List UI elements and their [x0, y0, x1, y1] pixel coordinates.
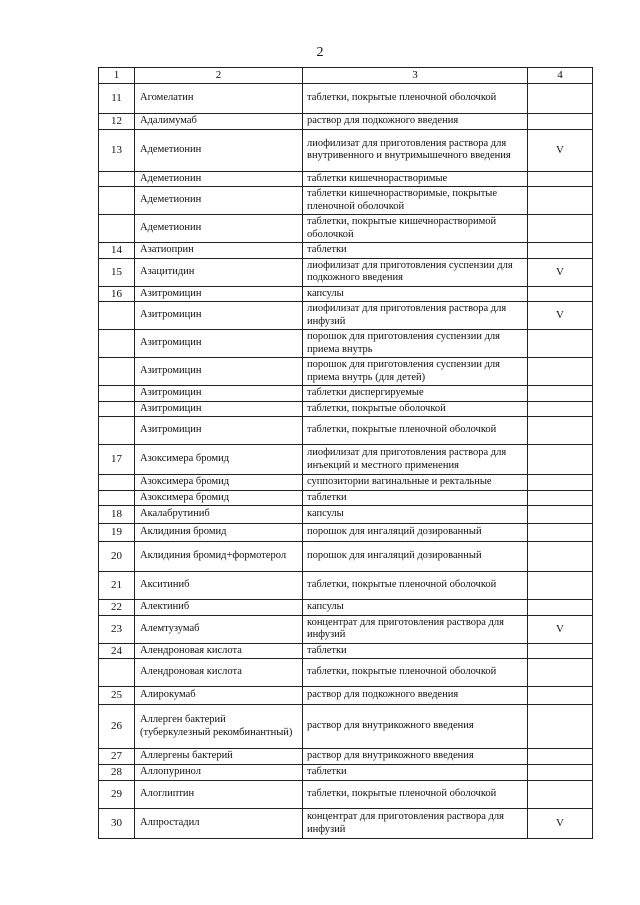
table-row	[99, 302, 593, 330]
drug-name: Алектиниб	[135, 600, 303, 616]
row-number: 20	[99, 542, 135, 572]
vital-mark	[528, 215, 593, 243]
vital-mark	[528, 417, 593, 445]
table-row	[99, 129, 593, 171]
row-number: 14	[99, 243, 135, 259]
header-cell-3: 3	[303, 68, 528, 84]
page-number: 2	[316, 45, 324, 60]
vital-mark	[528, 84, 593, 114]
drug-name: Агомелатин	[135, 84, 303, 114]
vital-mark: V	[528, 302, 593, 330]
dosage-form: таблетки, покрытые пленочной оболочкой	[303, 417, 528, 445]
vital-mark	[528, 358, 593, 386]
table-row	[99, 781, 593, 809]
dosage-form: порошок для приготовления суспензии для приема внутрь (для детей)	[303, 358, 528, 386]
vital-mark: V	[528, 809, 593, 839]
dosage-form: таблетки	[303, 643, 528, 659]
drug-name: Аклидиния бромид+формотерол	[135, 542, 303, 572]
vital-mark: V	[528, 258, 593, 286]
drug-name: Адеметионин	[135, 187, 303, 215]
row-number: 30	[99, 809, 135, 839]
drug-name: Адеметионин	[135, 171, 303, 187]
vital-mark	[528, 171, 593, 187]
row-number: 26	[99, 705, 135, 749]
drug-name: Азитромицин	[135, 358, 303, 386]
table-row	[99, 330, 593, 358]
table-row	[99, 358, 593, 386]
drug-name: Азацитидин	[135, 258, 303, 286]
row-number	[99, 401, 135, 417]
table-row	[99, 506, 593, 524]
drug-name: Адеметионин	[135, 129, 303, 171]
row-number: 19	[99, 524, 135, 542]
vital-mark	[528, 765, 593, 781]
dosage-form: капсулы	[303, 600, 528, 616]
row-number	[99, 330, 135, 358]
row-number: 27	[99, 749, 135, 765]
dosage-form: таблетки	[303, 243, 528, 259]
table-row	[99, 572, 593, 600]
table-row	[99, 401, 593, 417]
row-number	[99, 171, 135, 187]
table-row	[99, 765, 593, 781]
dosage-form: таблетки, покрытые пленочной оболочкой	[303, 781, 528, 809]
dosage-form: лиофилизат для приготовления раствора для внутривенного и внутримышечного введения	[303, 129, 528, 171]
dosage-form: раствор для внутрикожного введения	[303, 749, 528, 765]
table-header-row	[99, 68, 593, 84]
drug-name: Акситиниб	[135, 572, 303, 600]
table-row	[99, 705, 593, 749]
dosage-form: таблетки кишечнорастворимые, покрытые пленочной оболочкой	[303, 187, 528, 215]
drug-name: Аллопуринол	[135, 765, 303, 781]
table-row	[99, 417, 593, 445]
dosage-form: таблетки кишечнорастворимые	[303, 171, 528, 187]
drug-name: Акалабрутиниб	[135, 506, 303, 524]
drug-name: Адеметионин	[135, 215, 303, 243]
table-row	[99, 600, 593, 616]
drug-name: Азатиоприн	[135, 243, 303, 259]
header-cell-1: 1	[99, 68, 135, 84]
row-number: 18	[99, 506, 135, 524]
table-row	[99, 258, 593, 286]
table-row	[99, 490, 593, 506]
dosage-form: суппозитории вагинальные и ректальные	[303, 475, 528, 491]
table-row	[99, 215, 593, 243]
table-row	[99, 243, 593, 259]
row-number	[99, 302, 135, 330]
vital-mark	[528, 506, 593, 524]
row-number: 25	[99, 687, 135, 705]
row-number: 22	[99, 600, 135, 616]
dosage-form: порошок для приготовления суспензии для приема внутрь	[303, 330, 528, 358]
table-row	[99, 542, 593, 572]
dosage-form: таблетки	[303, 490, 528, 506]
dosage-form: лиофилизат для приготовления раствора для инъекций и местного применения	[303, 445, 528, 475]
drug-name: Аклидиния бромид	[135, 524, 303, 542]
vital-mark	[528, 781, 593, 809]
dosage-form: таблетки, покрытые оболочкой	[303, 401, 528, 417]
vital-mark	[528, 445, 593, 475]
row-number: 28	[99, 765, 135, 781]
table-row	[99, 643, 593, 659]
row-number: 13	[99, 129, 135, 171]
dosage-form: лиофилизат для приготовления суспензии для подкожного введения	[303, 258, 528, 286]
dosage-form: порошок для ингаляций дозированный	[303, 524, 528, 542]
row-number: 11	[99, 84, 135, 114]
dosage-form: лиофилизат для приготовления раствора для инфузий	[303, 302, 528, 330]
drug-name: Аллерген бактерий (туберкулезный рекомбинантный)	[135, 705, 303, 749]
drug-name: Азитромицин	[135, 330, 303, 358]
drug-name: Адалимумаб	[135, 114, 303, 130]
vital-mark	[528, 286, 593, 302]
drug-name: Аллергены бактерий	[135, 749, 303, 765]
row-number: 29	[99, 781, 135, 809]
drug-name: Азитромицин	[135, 386, 303, 402]
vital-mark	[528, 243, 593, 259]
dosage-form: раствор для подкожного введения	[303, 114, 528, 130]
table-row	[99, 615, 593, 643]
row-number	[99, 417, 135, 445]
vital-mark	[528, 187, 593, 215]
table-row	[99, 809, 593, 839]
table-row	[99, 687, 593, 705]
table-row	[99, 187, 593, 215]
vital-mark	[528, 600, 593, 616]
drug-name: Алпростадил	[135, 809, 303, 839]
dosage-form: таблетки, покрытые кишечнорастворимой оболочкой	[303, 215, 528, 243]
table-row	[99, 114, 593, 130]
drug-name: Азоксимера бромид	[135, 490, 303, 506]
table-row	[99, 475, 593, 491]
table-row	[99, 171, 593, 187]
header-cell-2: 2	[135, 68, 303, 84]
table-row	[99, 445, 593, 475]
vital-mark	[528, 524, 593, 542]
vital-mark	[528, 572, 593, 600]
vital-mark	[528, 330, 593, 358]
drug-name: Алендроновая кислота	[135, 659, 303, 687]
dosage-form: раствор для подкожного введения	[303, 687, 528, 705]
table-row	[99, 659, 593, 687]
drug-name: Азоксимера бромид	[135, 475, 303, 491]
header-cell-4: 4	[528, 68, 593, 84]
row-number	[99, 475, 135, 491]
row-number: 16	[99, 286, 135, 302]
vital-mark	[528, 705, 593, 749]
drug-list-table	[98, 67, 593, 839]
table-row	[99, 286, 593, 302]
drug-name: Азитромицин	[135, 302, 303, 330]
drug-name: Алемтузумаб	[135, 615, 303, 643]
vital-mark	[528, 490, 593, 506]
dosage-form: таблетки, покрытые пленочной оболочкой	[303, 659, 528, 687]
table-row	[99, 749, 593, 765]
drug-name: Азитромицин	[135, 401, 303, 417]
row-number: 12	[99, 114, 135, 130]
row-number	[99, 386, 135, 402]
dosage-form: порошок для ингаляций дозированный	[303, 542, 528, 572]
vital-mark	[528, 475, 593, 491]
row-number: 17	[99, 445, 135, 475]
row-number: 23	[99, 615, 135, 643]
vital-mark	[528, 114, 593, 130]
drug-name: Алендроновая кислота	[135, 643, 303, 659]
row-number: 15	[99, 258, 135, 286]
drug-name: Азитромицин	[135, 286, 303, 302]
table-row	[99, 524, 593, 542]
dosage-form: концентрат для приготовления раствора для инфузий	[303, 809, 528, 839]
dosage-form: капсулы	[303, 286, 528, 302]
vital-mark	[528, 749, 593, 765]
table-row	[99, 84, 593, 114]
vital-mark: V	[528, 129, 593, 171]
vital-mark	[528, 643, 593, 659]
vital-mark	[528, 386, 593, 402]
table-row	[99, 386, 593, 402]
row-number	[99, 358, 135, 386]
row-number: 24	[99, 643, 135, 659]
vital-mark	[528, 542, 593, 572]
dosage-form: таблетки диспергируемые	[303, 386, 528, 402]
row-number	[99, 659, 135, 687]
drug-name: Алирокумаб	[135, 687, 303, 705]
drug-name: Алоглиптин	[135, 781, 303, 809]
row-number	[99, 187, 135, 215]
drug-name: Азитромицин	[135, 417, 303, 445]
dosage-form: капсулы	[303, 506, 528, 524]
dosage-form: таблетки, покрытые пленочной оболочкой	[303, 572, 528, 600]
vital-mark	[528, 659, 593, 687]
dosage-form: раствор для внутрикожного введения	[303, 705, 528, 749]
vital-mark	[528, 401, 593, 417]
row-number	[99, 215, 135, 243]
row-number: 21	[99, 572, 135, 600]
dosage-form: таблетки	[303, 765, 528, 781]
vital-mark	[528, 687, 593, 705]
drug-name: Азоксимера бромид	[135, 445, 303, 475]
dosage-form: таблетки, покрытые пленочной оболочкой	[303, 84, 528, 114]
vital-mark: V	[528, 615, 593, 643]
dosage-form: концентрат для приготовления раствора для инфузий	[303, 615, 528, 643]
row-number	[99, 490, 135, 506]
